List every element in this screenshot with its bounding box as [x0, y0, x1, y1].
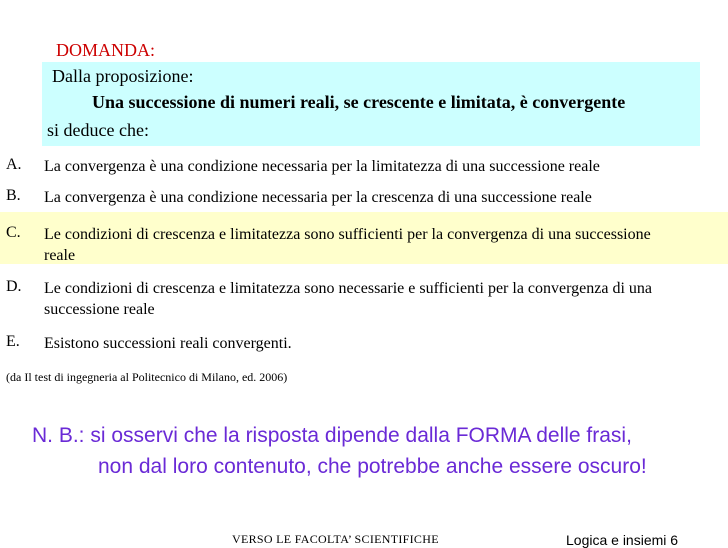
question-box: [42, 62, 700, 146]
footer-title: VERSO LE FACOLTA’ SCIENTIFICHE: [232, 532, 439, 546]
option-text: La convergenza è una condizione necessaria per la limitatezza di una successione reale: [44, 158, 600, 175]
option-d[interactable]: [0, 278, 728, 322]
question-statement: Una successione di numeri reali, se crescente e limitata, è convergente: [92, 92, 626, 112]
question-intro: Dalla proposizione:: [52, 66, 194, 86]
option-b[interactable]: [0, 187, 728, 211]
option-letter: B.: [6, 187, 21, 204]
option-text: Le condizioni di crescenza e limitatezza sono sufficienti per la convergenza di una successione reale: [44, 226, 651, 264]
option-e[interactable]: [0, 333, 728, 357]
note-line-1: N. B.: si osservi che la risposta dipende dalla FORMA delle frasi,: [32, 424, 632, 447]
option-letter: C.: [6, 224, 21, 241]
question-label: DOMANDA:: [56, 40, 155, 60]
source-citation: (da Il test di ingegneria al Politecnico di Milano, ed. 2006): [6, 370, 288, 384]
option-text: La convergenza è una condizione necessaria per la crescenza di una successione reale: [44, 189, 592, 206]
option-text: Esistono successioni reali convergenti.: [44, 335, 292, 352]
note-line-2: non dal loro contenuto, che potrebbe anche essere oscuro!: [98, 455, 647, 478]
option-letter: D.: [6, 278, 22, 295]
question-outro: si deduce che:: [47, 120, 149, 140]
option-c[interactable]: [0, 212, 728, 264]
option-letter: E.: [6, 333, 20, 350]
option-text: Le condizioni di crescenza e limitatezza sono necessarie e sufficienti per la convergenza di una successione reale: [44, 280, 653, 318]
option-letter: A.: [6, 156, 22, 173]
option-a[interactable]: [0, 156, 728, 180]
footer-slide-label: Logica e insiemi 6: [566, 532, 679, 548]
